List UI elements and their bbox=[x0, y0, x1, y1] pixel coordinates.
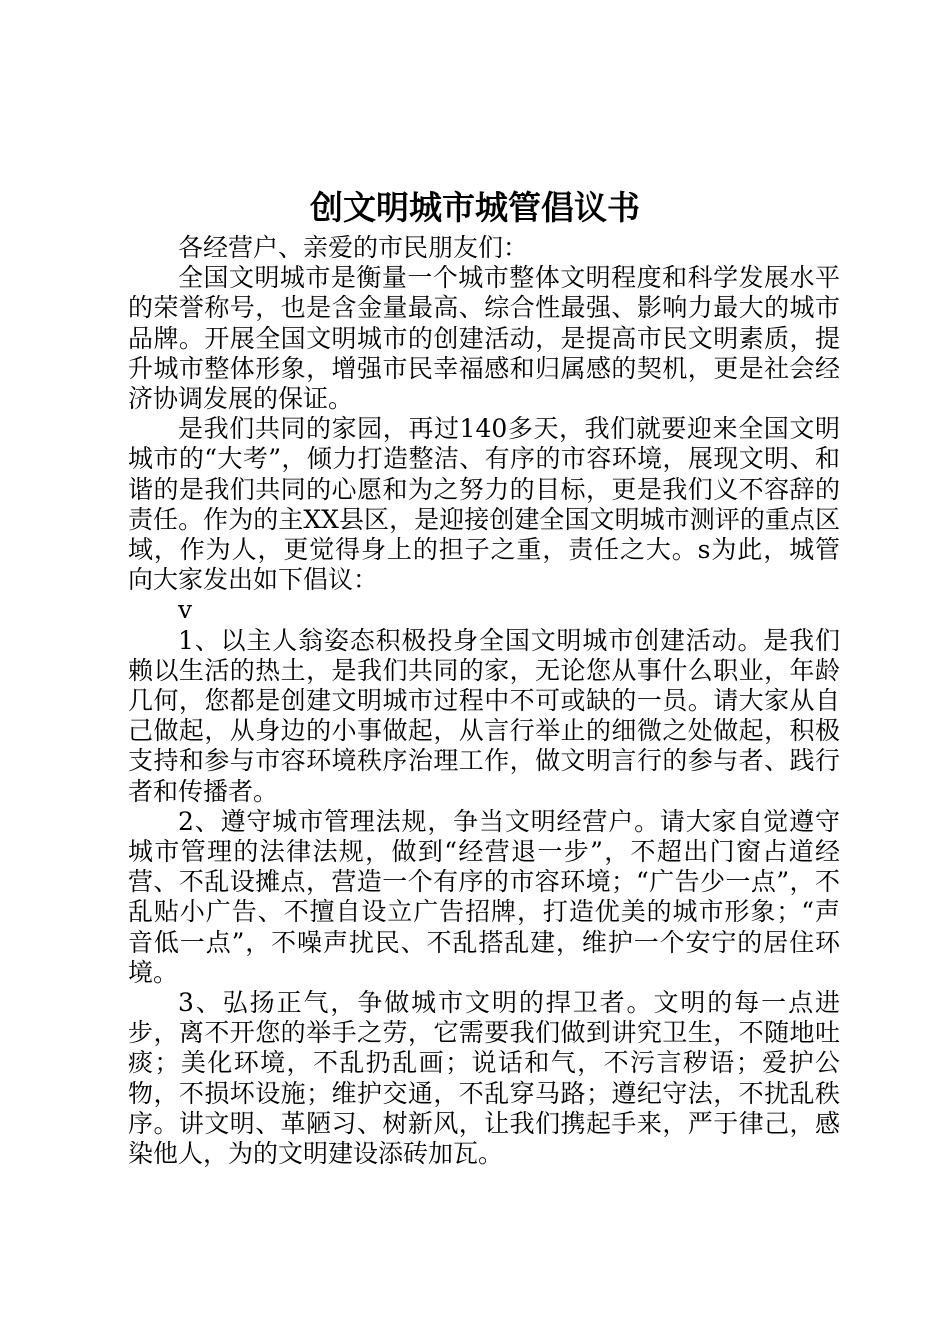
salutation: 各经营户、亲爱的市民朋友们： bbox=[178, 233, 529, 262]
paragraph-proposal-2: 2、遵守城市管理法规，争当文明经营户。请大家自觉遵守城市管理的法律法规，做到“经营退一步”，不超出门窗占道经营、不乱设摊点，营造一个有序的市容环境；“广告少一点”，不乱贴小广告、不擅自设立广告招牌，打造优美的城市形象；“声音低一点”，不噪声扰民、不乱搭乱建，维护一个安宁的居住环境。 bbox=[128, 806, 840, 987]
document-title: 创文明城市城管倡议书 bbox=[310, 188, 640, 227]
paragraph-intro: 全国文明城市是衡量一个城市整体文明程度和科学发展水平的荣誉称号，也是含金量最高、综合性最强、影响力最大的城市品牌。开展全国文明城市的创建活动，是提高市民文明素质，提升城市整体形象，增强市民幸福感和归属感的契机，更是社会经济协调发展的保证。 bbox=[128, 263, 840, 414]
paragraph-proposal-3: 3、弘扬正气，争做城市文明的捍卫者。文明的每一点进步，离不开您的举手之劳，它需要我们做到讲究卫生，不随地吐痰；美化环境，不乱扔乱画；说话和气，不污言秽语；爱护公物，不损坏设施；维护交通，不乱穿马路；遵纪守法，不扰乱秩序。讲文明、革陋习、树新风，让我们携起手来，严于律己，感染他人，为的文明建设添砖加瓦。 bbox=[128, 988, 840, 1169]
paragraph-stray-char: v bbox=[178, 595, 193, 625]
document-body bbox=[128, 233, 840, 1169]
paragraph-proposal-1: 1、以主人翁姿态积极投身全国文明城市创建活动。是我们赖以生活的热土，是我们共同的家，无论您从事什么职业，年龄几何，您都是创建文明城市过程中不可或缺的一员。请大家从自己做起，从身边的小事做起，从言行举止的细微之处做起，积极支持和参与市容环境秩序治理工作，做文明言行的参与者、践行者和传播者。 bbox=[128, 625, 840, 806]
paragraph-home: 是我们共同的家园，再过140多天，我们就要迎来全国文明城市的“大考”，倾力打造整洁、有序的市容环境，展现文明、和谐的是我们共同的心愿和为之努力的目标，更是我们义不容辞的责任。作为的主XX县区，是迎接创建全国文明城市测评的重点区域，作为人，更觉得身上的担子之重，责任之大。s为此，城管向大家发出如下倡议： bbox=[128, 414, 840, 595]
